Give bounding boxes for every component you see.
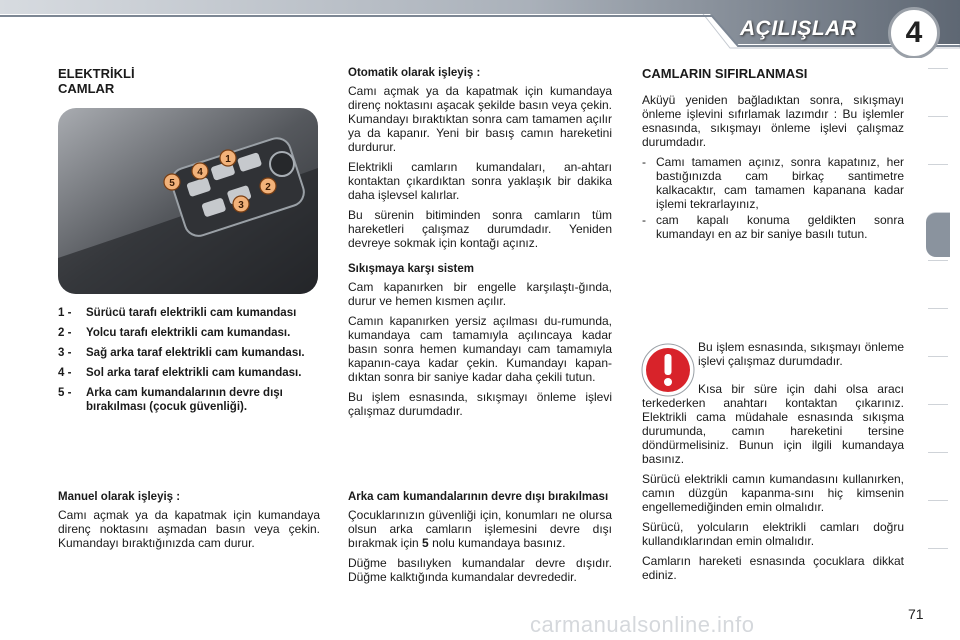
rear-paragraph-1-a: Çocuklarınızın güvenliği için, konumları ne olursa olsun arka camların işlemesini devre dışı bırakmak için (348, 508, 612, 550)
left-heading (58, 66, 320, 96)
warning-paragraph-2: Kısa bir süre için dahi olsa aracı terkederken anahtarı kontaktan çıkarınız. Elektrikli cama müdahale esnasında sıkışma durumunda, camın hareketini tersine döndürmelisiniz. Bunun için ilgili kumandaya basınız. (642, 382, 904, 466)
rear-title: Arka cam kumandalarının devre dışı bırakılması (348, 491, 609, 503)
chapter-tab (928, 68, 948, 113)
chapter-title: AÇILIŞLAR (740, 17, 857, 40)
pinch-paragraph-2: Camın kapanırken yersiz açılması du-rumunda, kumandaya cam tamamıyla açılıncaya kadar basın sonra hemen kumandayı cam tamamıyla kapanın-caya kadar çekin. Kumandayı kapan-dıktan sonra bir saniye kadar daha çekili tutun. (348, 314, 612, 384)
legend-text: Sağ arka taraf elektrikli cam kumandası. (86, 347, 305, 359)
auto-paragraph-3: Bu sürenin bitiminden sonra camların tüm hareketleri çalışmaz durumdadır. Yeniden devreye sokmak için kontağı açınız. (348, 208, 612, 250)
chapter-tab (928, 356, 948, 401)
warning-paragraph-3: Sürücü elektrikli camın kumandasını kullanırken, camın düzgün kapanma-sını hiç kimsenin engellemediğinden emin olmalıdır. (642, 472, 904, 514)
header-band (0, 0, 960, 58)
legend-item (58, 366, 320, 380)
rear-paragraph-1-ref: 5 (422, 536, 429, 550)
pinch-paragraph-1: Cam kapanırken bir engelle karşılaştı-ğında, durur ve hemen kısmen açılır. (348, 280, 612, 308)
legend-item (58, 346, 320, 360)
window-switch-photo (58, 108, 318, 294)
reset-paragraph: Aküyü yeniden bağladıktan sonra, sıkışmayı önleme işlevini sıfırlamak lazımdır : Bu işlemler esnasında, sıkışmayı önleme işlevi çalışmaz durumdadır. (642, 93, 904, 149)
chapter-tab (928, 260, 948, 305)
reset-step-text: cam kapalı konuma geldikten sonra kumandayı en az bir saniye basılı tutun. (656, 213, 904, 241)
auto-paragraph-2: Elektrikli camların kumandaları, an-ahtarı kontaktan çıkardıktan sonra yaklaşık bir dakika daha işlevsel kalırlar. (348, 160, 612, 202)
pinch-title: Sıkışmaya karşı sistem (348, 263, 474, 275)
legend-number: 1 - (58, 307, 72, 319)
warning-paragraph-5: Camların hareketi esnasında çocuklara dikkat ediniz. (642, 554, 904, 582)
manual-title: Manuel olarak işleyiş : (58, 491, 181, 503)
rear-paragraph-1-c: nolu kumandaya basınız. (432, 536, 566, 550)
chapter-tab (928, 548, 948, 593)
legend-text: Arka cam kumandalarının devre dışı bırakılması (çocuk güvenliği). (86, 387, 283, 413)
reset-step (642, 155, 904, 211)
rear-section (348, 490, 612, 590)
reset-title: CAMLARIN SIFIRLANMASI (642, 66, 808, 81)
pinch-paragraph-3: Bu işlem esnasında, sıkışmayı önleme işlevi çalışmaz durumdadır. (348, 390, 612, 418)
legend-number: 3 - (58, 347, 72, 359)
chapter-tab (928, 116, 948, 161)
manual-section (58, 490, 320, 556)
manual-text: Camı açmak ya da kapatmak için kumandaya direnç noktasını aşmadan basın veya çekin. Kumandayı bıraktığınızda cam durur. (58, 508, 320, 550)
auto-title: Otomatik olarak işleyiş : (348, 67, 481, 79)
chapter-number-badge: 4 (888, 7, 940, 58)
callout-1: 1 (225, 154, 231, 165)
callout-4: 4 (197, 167, 203, 178)
chapter-tab (928, 500, 948, 545)
chapter-tab (928, 164, 948, 209)
chapter-tabs (928, 68, 950, 576)
chapter-tab-active (926, 212, 950, 257)
callout-3: 3 (238, 200, 244, 211)
chapter-tab (928, 452, 948, 497)
callout-5: 5 (169, 178, 175, 189)
reset-step-text: Camı tamamen açınız, sonra kapatınız, her bastığınızda cam birkaç santimetre kalkacaktır, cam tamamen kapanana kadar işlemi tekrarlayınız, (656, 155, 904, 211)
control-legend (58, 306, 320, 420)
legend-text: Sol arka taraf elektrikli cam kumandası. (86, 367, 302, 379)
section-heading-line2: CAMLAR (58, 81, 115, 96)
warning-paragraph-4: Sürücü, yolcuların elektrikli camları doğru kullandıklarından emin olmalıdır. (642, 520, 904, 548)
bullet-mark: - (642, 155, 646, 169)
warning-paragraph-1: Bu işlem esnasında, sıkışmayı önleme işlevi çalışmaz durumdadır. (698, 340, 904, 368)
legend-item (58, 386, 320, 414)
legend-number: 5 - (58, 387, 72, 399)
callout-2: 2 (265, 182, 271, 193)
chapter-tab (928, 404, 948, 449)
legend-number: 4 - (58, 367, 72, 379)
photo-callouts (58, 108, 318, 294)
rear-paragraph-1 (348, 508, 612, 550)
chapter-tab (928, 308, 948, 353)
legend-text: Sürücü tarafı elektrikli cam kumandası (86, 307, 297, 319)
rear-paragraph-2: Düğme basılıyken kumandalar devre dışıdır. Düğme kalktığında kumandalar devrededir. (348, 556, 612, 584)
legend-item (58, 306, 320, 320)
page-number: 71 (908, 606, 924, 622)
legend-item (58, 326, 320, 340)
auto-section (348, 66, 612, 424)
watermark: carmanualsonline.info (530, 612, 755, 637)
warning-text (642, 382, 904, 588)
auto-paragraph-1: Camı açmak ya da kapatmak için kumandaya direnç noktasını aşacak şekilde basın veya çekin. Kumandayı bıraktıktan sonra cam tamamen açılır ya da kapanır. Yeni bir basış camın hareketini durdurur. (348, 84, 612, 154)
legend-number: 2 - (58, 327, 72, 339)
bullet-mark: - (642, 213, 646, 227)
section-heading-line1: ELEKTRİKLİ (58, 66, 135, 81)
reset-section (642, 66, 904, 243)
reset-step (642, 213, 904, 241)
legend-text: Yolcu tarafı elektrikli cam kumandası. (86, 327, 291, 339)
warning-text-top (698, 340, 904, 374)
